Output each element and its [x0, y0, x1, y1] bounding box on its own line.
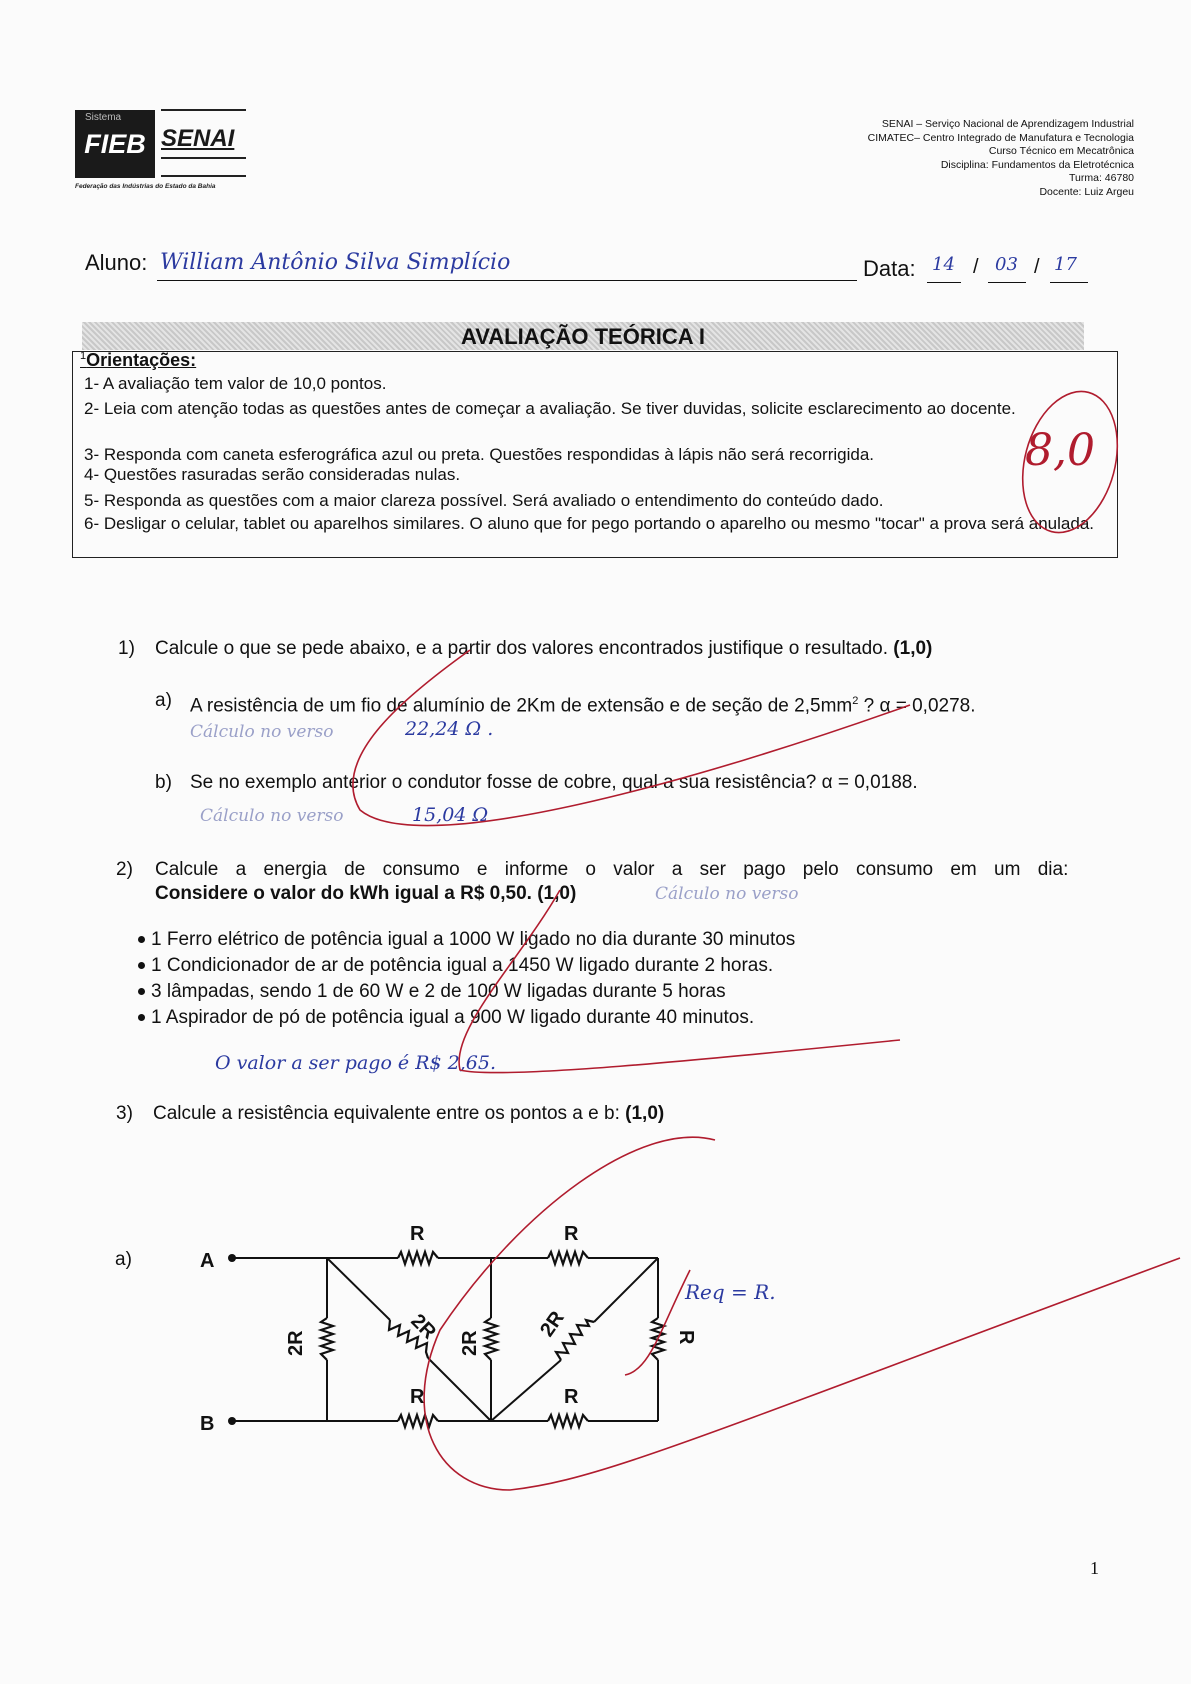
resistor-label: 2R: [285, 1330, 307, 1356]
data-label: Data:: [863, 256, 916, 281]
bullet-icon: [138, 1014, 145, 1021]
q2-item-text: 1 Aspirador de pó de potência igual a 900 W ligado durante 40 minutos.: [151, 1007, 755, 1028]
q3-check-mark: [424, 1137, 1180, 1490]
node-a-label: A: [200, 1250, 215, 1272]
q2-item-text: 3 lâmpadas, sendo 1 de 60 W e 2 de 100 W ligadas durante 5 horas: [151, 981, 726, 1002]
date-year: 17: [1054, 254, 1077, 275]
q2-item: [138, 928, 795, 952]
circuit-wires: [232, 1258, 658, 1421]
q2-bold: Considere o valor do kWh igual a R$ 0,50. (1,0): [155, 883, 577, 904]
q3-number: 3): [116, 1103, 133, 1124]
resistor-icon: [398, 1252, 438, 1264]
q1-text: [155, 637, 932, 661]
fieb-senai-logo: [75, 105, 250, 195]
resistor-label: 2R: [536, 1307, 569, 1341]
q3-text-main: Calcule a resistência equivalente entre os pontos a e b:: [153, 1103, 620, 1124]
resistor-icon: [556, 1320, 594, 1360]
q1-number: 1): [118, 638, 135, 659]
date-month-rule: [988, 282, 1026, 283]
logo-rule-bottom: [161, 175, 246, 177]
resistor-icon: [398, 1415, 438, 1427]
q2-item: [138, 954, 773, 978]
q1a-label: a): [155, 690, 172, 711]
orientation-item: 6- Desligar o celular, tablet ou aparelhos similares. O aluno que for pego portando o aparelho ou mesmo "tocar" a prova será anulada.: [84, 514, 1094, 533]
date-month: 03: [995, 254, 1018, 275]
institution-line: Disciplina: Fundamentos da Eletrotécnica: [940, 158, 1134, 171]
resistor-icon: [548, 1252, 588, 1264]
resistor-icon: [652, 1318, 664, 1360]
q2-item: [138, 980, 726, 1004]
institution-line: SENAI – Serviço Nacional de Aprendizagem Industrial: [881, 118, 1134, 130]
resistor-icon: [321, 1318, 333, 1360]
q3-answer: Req = R.: [685, 1280, 776, 1304]
q1b-label: b): [155, 772, 172, 793]
institution-info: [774, 118, 1134, 199]
q2-item-text: 1 Condicionador de ar de potência igual a 1450 W ligado durante 2 horas.: [151, 955, 774, 976]
logo-federation-text: Federação das Indústrias do Estado da Bahia: [75, 183, 216, 190]
bullet-icon: [138, 962, 145, 969]
resistor-label: R: [564, 1223, 579, 1245]
q1b-text: Se no exemplo anterior o condutor fosse de cobre, qual a sua resistência? α = 0,0188.: [190, 772, 918, 793]
orientations-sup: 1: [80, 350, 87, 362]
resistor-icons: [321, 1252, 664, 1427]
resistor-label: R: [564, 1386, 579, 1408]
q1a-note: Cálculo no verso: [190, 722, 334, 742]
fieb-logo: [75, 110, 155, 178]
institution-line: Docente: Luiz Argeu: [1039, 185, 1134, 198]
orientation-item: 1- A avaliação tem valor de 10,0 pontos.: [84, 374, 387, 393]
orientations-heading-text: Orientações:: [86, 350, 197, 370]
orientation-item: 2- Leia com atenção todas as questões antes de começar a avaliação. Se tiver duvidas, solicite esclarecimento ao docente.: [84, 399, 1016, 418]
logo-system-text: Sistema: [85, 112, 122, 123]
logo-rule-mid: [161, 157, 246, 159]
page-number: 1: [1090, 1558, 1099, 1578]
resistor-icon: [548, 1415, 588, 1427]
orientation-item: 4- Questões rasuradas serão consideradas nulas.: [84, 465, 461, 484]
q2-item: [138, 1006, 754, 1030]
aluno-label: Aluno:: [85, 250, 148, 275]
terminal-a-icon: [228, 1254, 236, 1262]
q1b-note: Cálculo no verso: [200, 806, 344, 826]
orientations-heading: [80, 350, 196, 371]
q3a-label: a): [115, 1249, 132, 1270]
date-separator: /: [1034, 256, 1040, 278]
q1a-text-main: A resistência de um fio de alumínio de 2Km de extensão e de seção de 2,5mm: [190, 695, 853, 717]
aluno-rule: [157, 280, 857, 281]
node-b-label: B: [200, 1413, 215, 1435]
logo-senai-text: SENAI: [161, 125, 235, 152]
date-year-rule: [1050, 282, 1088, 283]
logo-fieb-text: FIEB: [84, 129, 146, 159]
date-separator: /: [973, 256, 979, 278]
institution-line: Turma: 46780: [1069, 172, 1134, 184]
q2-number: 2): [116, 859, 133, 880]
q1a-tail: ? α = 0,0278.: [858, 695, 976, 717]
resistor-label: 2R: [459, 1330, 481, 1356]
bullet-icon: [138, 988, 145, 995]
q3-check-stroke: [625, 1270, 690, 1375]
orientation-item: 3- Responda com caneta esferográfica azul ou preta. Questões respondidas à lápis não será recorrigida.: [84, 445, 875, 464]
bullet-icon: [138, 936, 145, 943]
q1-points: (1,0): [893, 638, 933, 659]
q2-item-text: 1 Ferro elétrico de potência igual a 1000 W ligado no dia durante 30 minutos: [151, 929, 796, 950]
date-day-rule: [927, 282, 961, 283]
resistor-icon: [485, 1318, 497, 1360]
q1a-text: [190, 689, 976, 718]
date-day: 14: [932, 254, 955, 275]
orientation-item: 5- Responda as questões com a maior clareza possível. Será avaliado o entendimento do conteúdo dado.: [84, 491, 884, 510]
institution-line: CIMATEC– Centro Integrado de Manufatura e Tecnologia: [867, 131, 1134, 144]
q2-text: Calcule a energia de consumo e informe o valor a ser pago pelo consumo em um dia:: [155, 859, 1069, 880]
q1a-sup: 2: [852, 695, 859, 707]
page-title: AVALIAÇÃO TEÓRICA I: [460, 324, 706, 349]
aluno-name: William Antônio Silva Simplício: [160, 250, 511, 275]
resistor-icon: [389, 1320, 428, 1358]
logo-rule-top: [161, 109, 246, 111]
institution-line: Curso Técnico em Mecatrônica: [988, 145, 1134, 157]
q3-text: [153, 1102, 664, 1126]
resistor-label: R: [410, 1223, 425, 1245]
grade-mark: 8,0: [1025, 425, 1095, 476]
resistor-label: R: [410, 1386, 425, 1408]
q1b-answer: 15,04 Ω: [412, 804, 489, 826]
q1-text-main: Calcule o que se pede abaixo, e a partir dos valores encontrados justifique o resultado.: [155, 638, 889, 659]
q2-note: Cálculo no verso: [655, 884, 799, 904]
q1a-answer: 22,24 Ω .: [405, 718, 494, 740]
resistor-label: R: [675, 1330, 697, 1345]
resistor-label: 2R: [406, 1309, 441, 1344]
q2-answer: O valor a ser pago é R$ 2,65.: [215, 1052, 496, 1074]
q3-points: (1,0): [625, 1103, 665, 1124]
terminal-b-icon: [228, 1417, 236, 1425]
